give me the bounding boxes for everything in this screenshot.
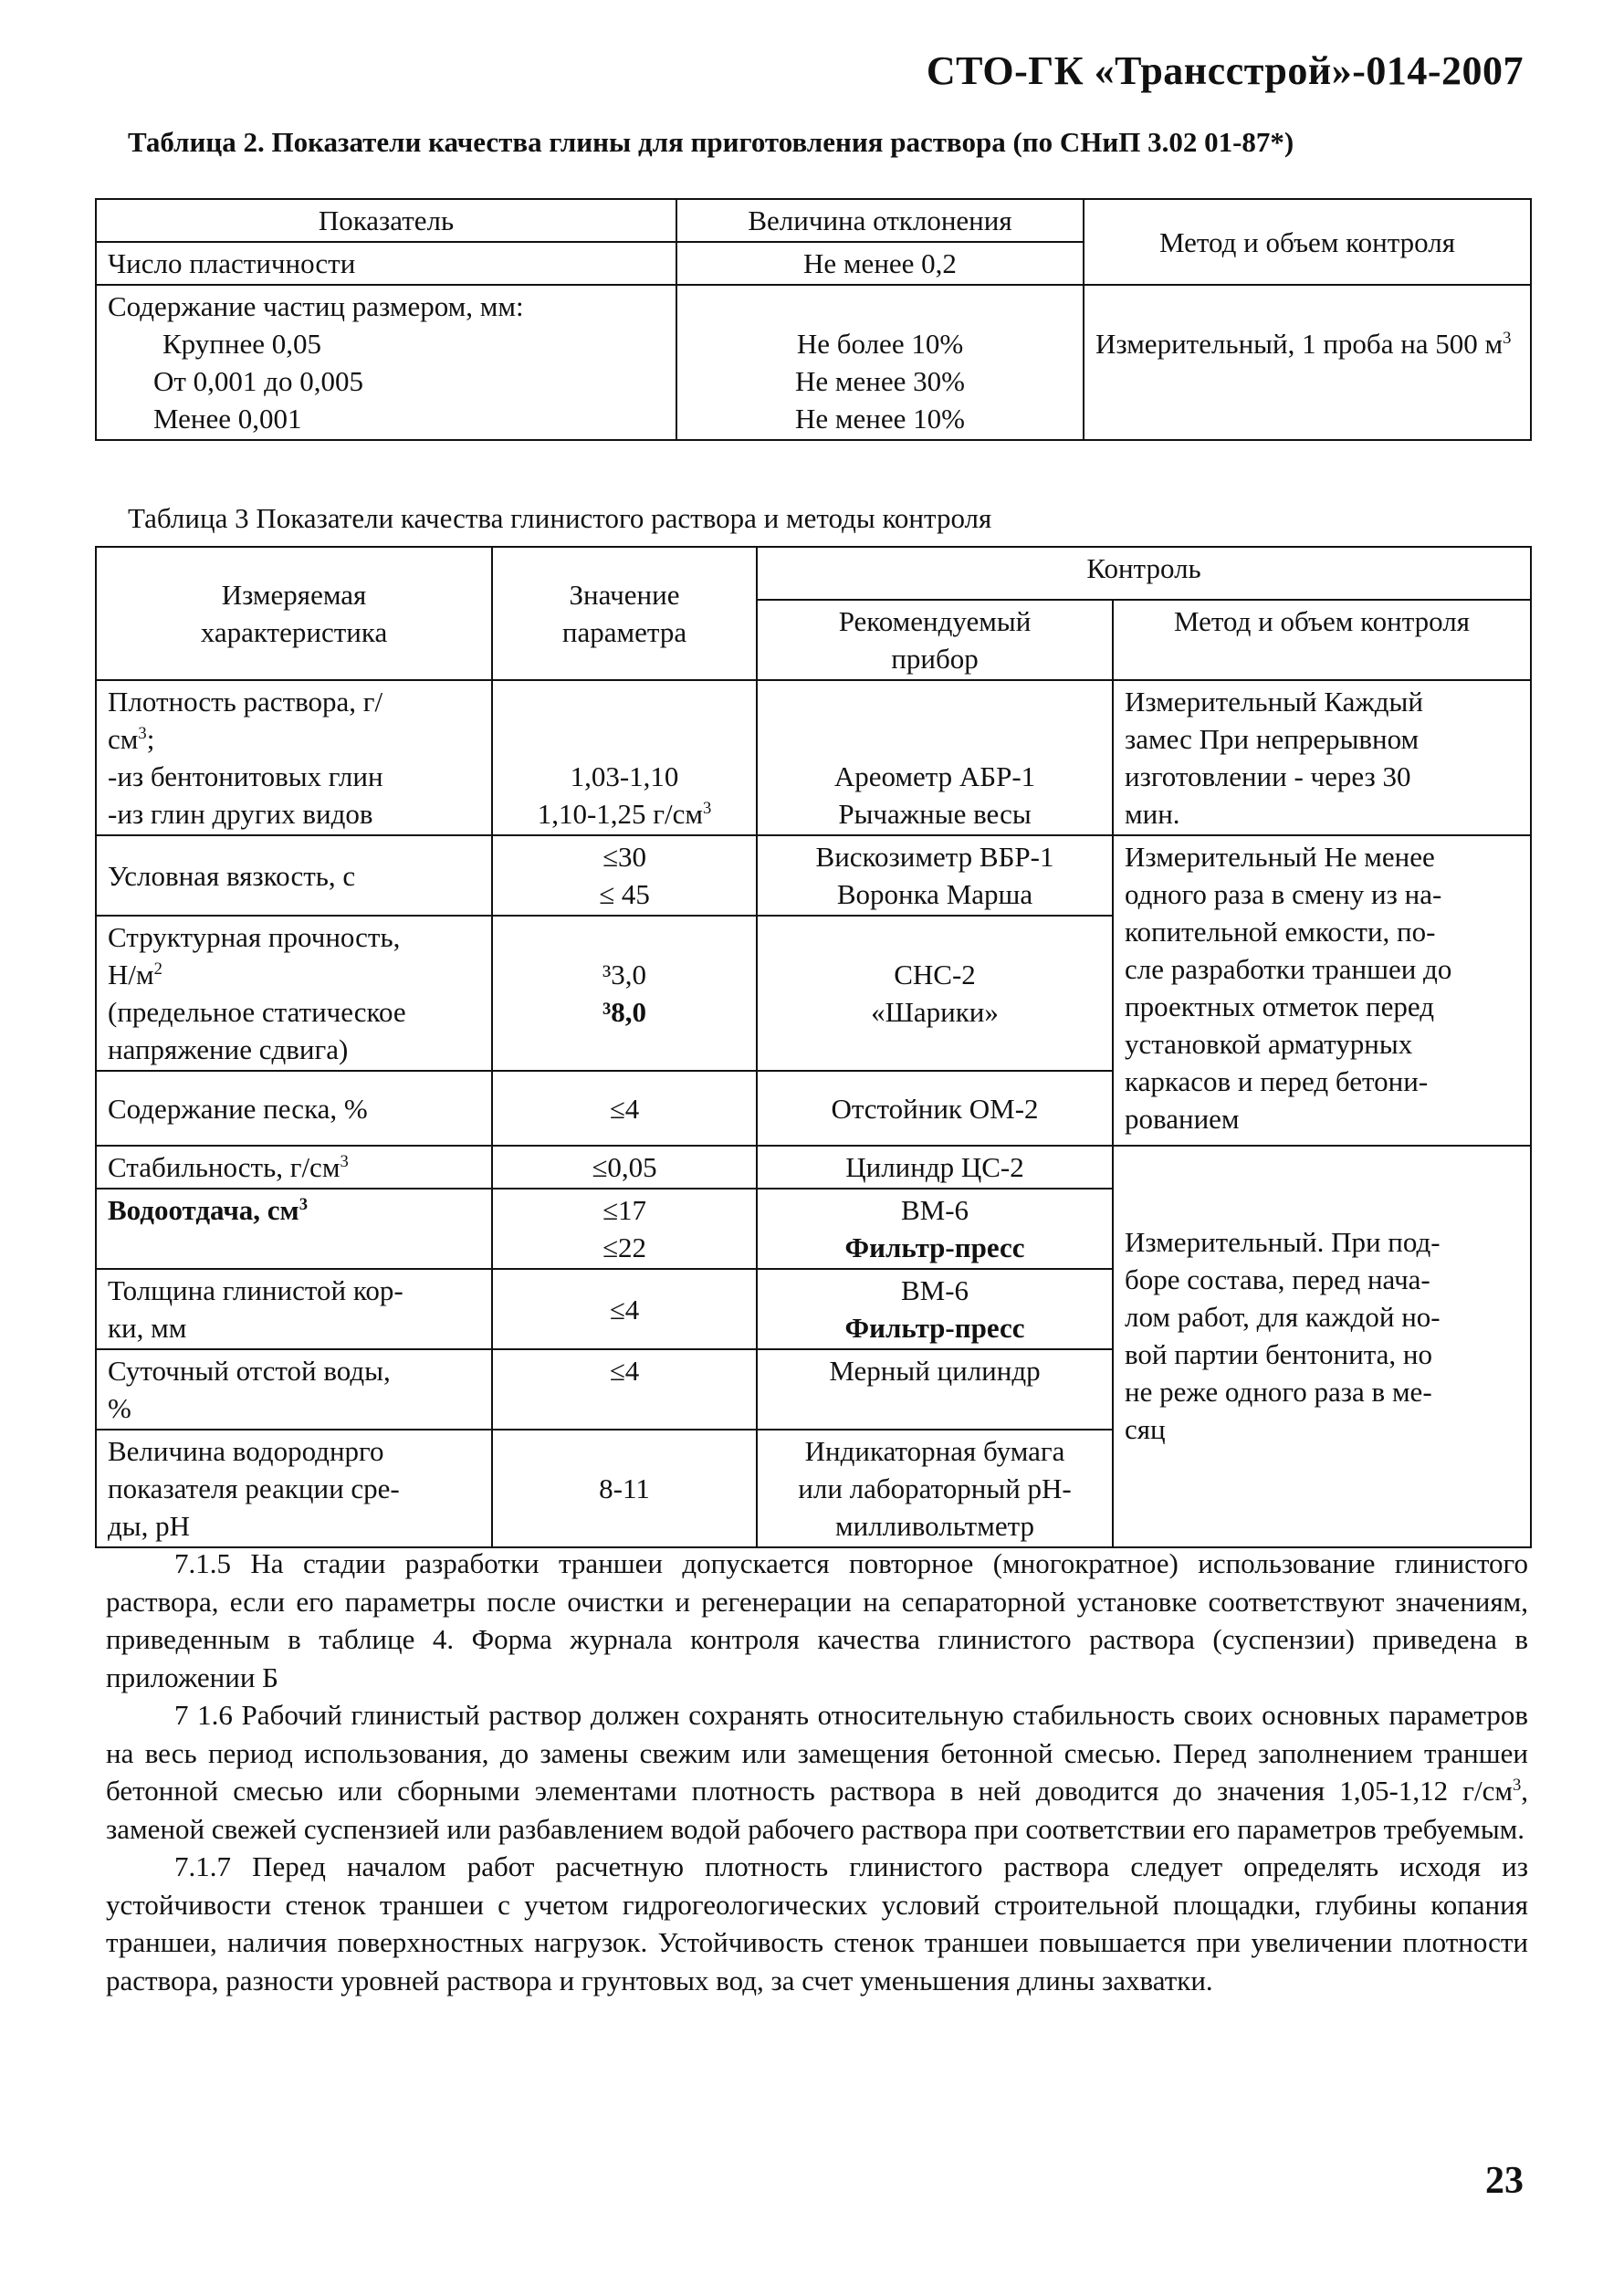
- table2-particles-value: Не более 10%: [796, 328, 964, 360]
- table2-particles-sub: Крупнее 0,05: [162, 328, 321, 360]
- table2-particles-sub: Менее 0,001: [153, 403, 302, 435]
- table2-particles-value: Не менее 10%: [795, 403, 965, 435]
- paragraph-7-1-7: 7.1.7 Перед началом работ расчетную плотность глинистого раствора следует определять исходя из устойчивости стенок траншеи с учетом гидрогеологических условий строительной площадки, глубины копания траншеи, наличия поверхностных нагрузок. Устойчивость стенок траншеи повышается при увеличении плотности раствора, разности уровней раствора и грунтовых вод, за счет уменьшения длины захватки.: [106, 1850, 1528, 1996]
- table3-header-measured: Измеряемая характеристика: [96, 547, 492, 680]
- table3-stability-device: Цилиндр ЦС-2: [757, 1146, 1113, 1189]
- table3-density-char: Плотность раствора, г/ $см^3$; -из бентонитовых глин -из глин других видов: [96, 680, 492, 835]
- table2-cell-plasticity-value: Не менее 0,2: [676, 242, 1084, 285]
- table3-crust-char: Толщина глинистой кор- ки, мм: [96, 1269, 492, 1349]
- table2-cell-plasticity: Число пластичности: [96, 242, 676, 285]
- table2-cell-particles-values: [676, 285, 1084, 440]
- table3-waterloss-char: Водоотдача, $см^3$: [96, 1189, 492, 1269]
- table2-cell-particles: [96, 285, 676, 440]
- table2-particles-head: Содержание частиц размером, мм:: [108, 290, 524, 322]
- table2-cell-particles-method: [1084, 285, 1531, 440]
- table3-crust-value: ≤4: [492, 1269, 757, 1349]
- table3-waterloss-value: ≤17 ≤22: [492, 1189, 757, 1269]
- body-text: [106, 1545, 1528, 1999]
- table3-strength-device: СНС-2 «Шарики»: [757, 916, 1113, 1071]
- table3-method-group1: Измерительный Не менее одного раза в смену из на- копительной емкости, по- сле разработки траншеи до проектных отметок перед установкой арматурных каркасов и перед бетони- рованием: [1113, 835, 1531, 1146]
- table3-density-device: Ареометр АБР-1 Рычажные весы: [757, 680, 1113, 835]
- table3-header-device: Рекомендуемый прибор: [757, 600, 1113, 680]
- page-number: 23: [1485, 2160, 1524, 2202]
- paragraph-7-1-5: 7.1.5 На стадии разработки траншеи допускается повторное (многократное) использование глинистого раствора, если его параметры после очистки и регенерации на сепараторной установке соответствуют значениям, приведенным в таблице 4. Форма журнала контроля качества глинистого раствора (суспензии) приведена в приложении Б: [106, 1547, 1528, 1693]
- table3-waterloss-device: ВМ-6 Фильтр-пресс: [757, 1189, 1113, 1269]
- table2-method-text: Измерительный, 1 проба на 500 м: [1095, 328, 1504, 360]
- table3-sand-device: Отстойник ОМ-2: [757, 1071, 1113, 1146]
- table3-method-group2: Измерительный. При под- боре состава, перед нача- лом работ, для каждой но- вой партии бентонита, но не реже одного раза в ме- сяц: [1113, 1146, 1531, 1547]
- table3-caption: Таблица 3 Показатели качества глинистого раствора и методы контроля: [128, 502, 992, 534]
- table3-viscosity-device: Вискозиметр ВБР-1 Воронка Марша: [757, 835, 1113, 916]
- table3-viscosity-char: Условная вязкость, с: [96, 835, 492, 916]
- table2-header-indicator: Показатель: [96, 199, 676, 242]
- table3: [95, 546, 1532, 1548]
- table2-method-sup: 3: [1503, 328, 1512, 348]
- table3-sand-char: Содержание песка, %: [96, 1071, 492, 1146]
- table3-stability-value: ≤0,05: [492, 1146, 757, 1189]
- table3-header-method: Метод и объем контроля: [1113, 600, 1531, 680]
- document-code: СТО-ГК «Трансстрой»-014-2007: [926, 48, 1524, 93]
- table2: [95, 198, 1532, 441]
- table2-particles-value: Не менее 30%: [795, 365, 965, 397]
- table2-header-method: Метод и объем контроля: [1084, 199, 1531, 285]
- table3-strength-value: ³3,0 ³8,0: [492, 916, 757, 1071]
- table3-header-value: Значение параметра: [492, 547, 757, 680]
- table3-density-value: 1,03-1,10 1,10-1,25 $г/см^3$: [492, 680, 757, 835]
- table2-caption: Таблица 2. Показатели качества глины для приготовления раствора (по СНиП 3.02 01-87*): [128, 126, 1294, 158]
- table2-particles-sub: От 0,001 до 0,005: [153, 365, 363, 397]
- table2-header-deviation: Величина отклонения: [676, 199, 1084, 242]
- table3-strength-char: Структурная прочность, $Н/м^2$ (предельное статическое напряжение сдвига): [96, 916, 492, 1071]
- table3-ph-char: Величина водороднрго показателя реакции сре- ды, рН: [96, 1430, 492, 1547]
- table3-ph-device: Индикаторная бумага или лабораторный рН- милливольтметр: [757, 1430, 1113, 1547]
- table3-viscosity-value: ≤30 ≤ 45: [492, 835, 757, 916]
- table3-sediment-device: Мерный цилиндр: [757, 1349, 1113, 1430]
- table3-stability-char: Стабильность, $г/см^3$: [96, 1146, 492, 1189]
- table3-header-control: Контроль: [757, 547, 1531, 600]
- table3-density-method: Измерительный Каждый замес При непрерывном изготовлении - через 30 мин.: [1113, 680, 1531, 835]
- table3-sediment-char: Суточный отстой воды, %: [96, 1349, 492, 1430]
- table3-sand-value: ≤4: [492, 1071, 757, 1146]
- table3-sediment-value: ≤4: [492, 1349, 757, 1430]
- table3-crust-device: ВМ-6 Фильтр-пресс: [757, 1269, 1113, 1349]
- paragraph-7-1-6: 7 1.6 Рабочий глинистый раствор должен сохранять относительную стабильность своих основных параметров на весь период использования, до замены свежим или замещения бетонной смесью. Перед заполнением траншеи бетонной смесью или сборными элементами плотность раствора в ней доводится до значения 1,05-1,12 $г/см^3$, заменой свежей суспензией или разбавлением водой рабочего раствора при соответствии его параметров требуемым.: [106, 1699, 1528, 1845]
- table3-ph-value: 8-11: [492, 1430, 757, 1547]
